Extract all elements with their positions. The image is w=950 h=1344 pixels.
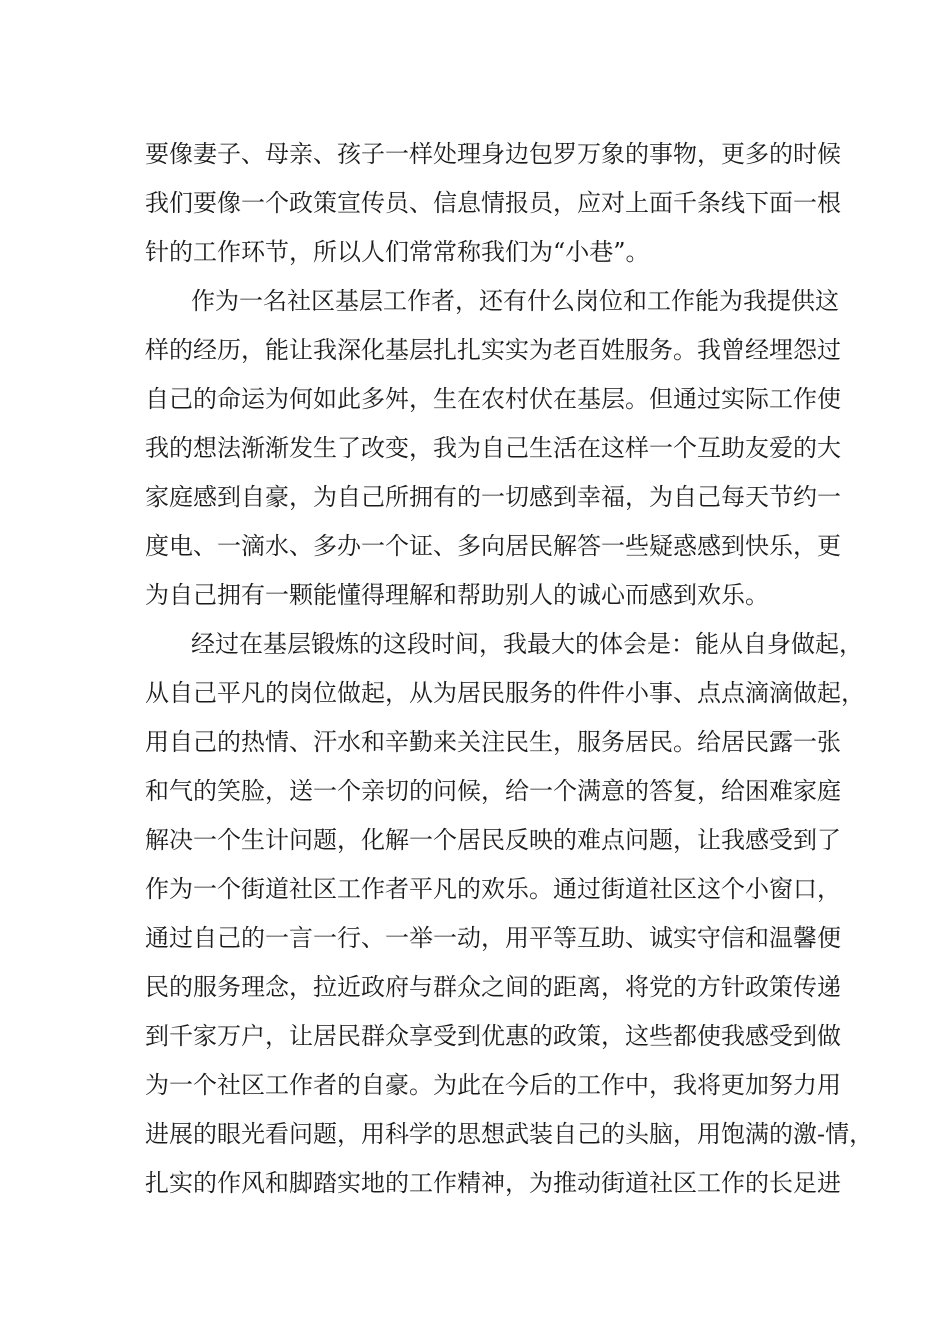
text-line: 家庭感到自豪，为自己所拥有的一切感到幸福，为自己每天节约一	[145, 483, 841, 511]
text-line: 针的工作环节，所以人们常常称我们为“小巷”。	[145, 238, 650, 266]
paragraph-2	[145, 277, 841, 620]
text-line: 扎实的作风和脚踏实地的工作精神，为推动街道社区工作的长足进	[145, 1169, 841, 1197]
text-line: 通过自己的一言一行、一举一动，用平等互助、诚实守信和温馨便	[145, 924, 841, 952]
text-line: 为一个社区工作者的自豪。为此在今后的工作中，我将更加努力用	[145, 1071, 841, 1099]
paragraph-1	[145, 130, 841, 277]
text-line: 到千家万户，让居民群众享受到优惠的政策，这些都使我感受到做	[145, 1022, 841, 1050]
text-line: 样的经历，能让我深化基层扎扎实实为老百姓服务。我曾经埋怨过	[145, 336, 841, 364]
document-body	[145, 130, 874, 1208]
text-line: 自己的命运为何如此多舛，生在农村伏在基层。但通过实际工作使	[145, 385, 841, 413]
text-line: 为自己拥有一颗能懂得理解和帮助别人的诚心而感到欢乐。	[145, 581, 769, 609]
text-line: 作为一个街道社区工作者平凡的欢乐。通过街道社区这个小窗口，	[145, 875, 841, 903]
text-line: 要像妻子、母亲、孩子一样处理身边包罗万象的事物，更多的时候	[145, 140, 841, 168]
text-line: 我们要像一个政策宣传员、信息情报员，应对上面千条线下面一根	[145, 189, 841, 217]
text-line: 经过在基层锻炼的这段时间，我最大的体会是：能从自身做起，	[191, 630, 863, 658]
text-line: 度电、一滴水、多办一个证、多向居民解答一些疑惑感到快乐，更	[145, 532, 841, 560]
text-line: 我的想法渐渐发生了改变，我为自己生活在这样一个互助友爱的大	[145, 434, 841, 462]
text-line: 作为一名社区基层工作者，还有什么岗位和工作能为我提供这	[191, 287, 839, 315]
text-line: 用自己的热情、汗水和辛勤来关注民生，服务居民。给居民露一张	[145, 728, 841, 756]
paragraph-3	[145, 620, 874, 1208]
text-line: 民的服务理念，拉近政府与群众之间的距离，将党的方针政策传递	[145, 973, 841, 1001]
text-line: 和气的笑脸，送一个亲切的问候，给一个满意的答复，给困难家庭	[145, 777, 841, 805]
text-line: 进展的眼光看问题，用科学的思想武装自己的头脑，用饱满的激-情，	[145, 1120, 874, 1148]
text-line: 解决一个生计问题，化解一个居民反映的难点问题，让我感受到了	[145, 826, 841, 854]
text-line: 从自己平凡的岗位做起，从为居民服务的件件小事、点点滴滴做起，	[145, 679, 865, 707]
